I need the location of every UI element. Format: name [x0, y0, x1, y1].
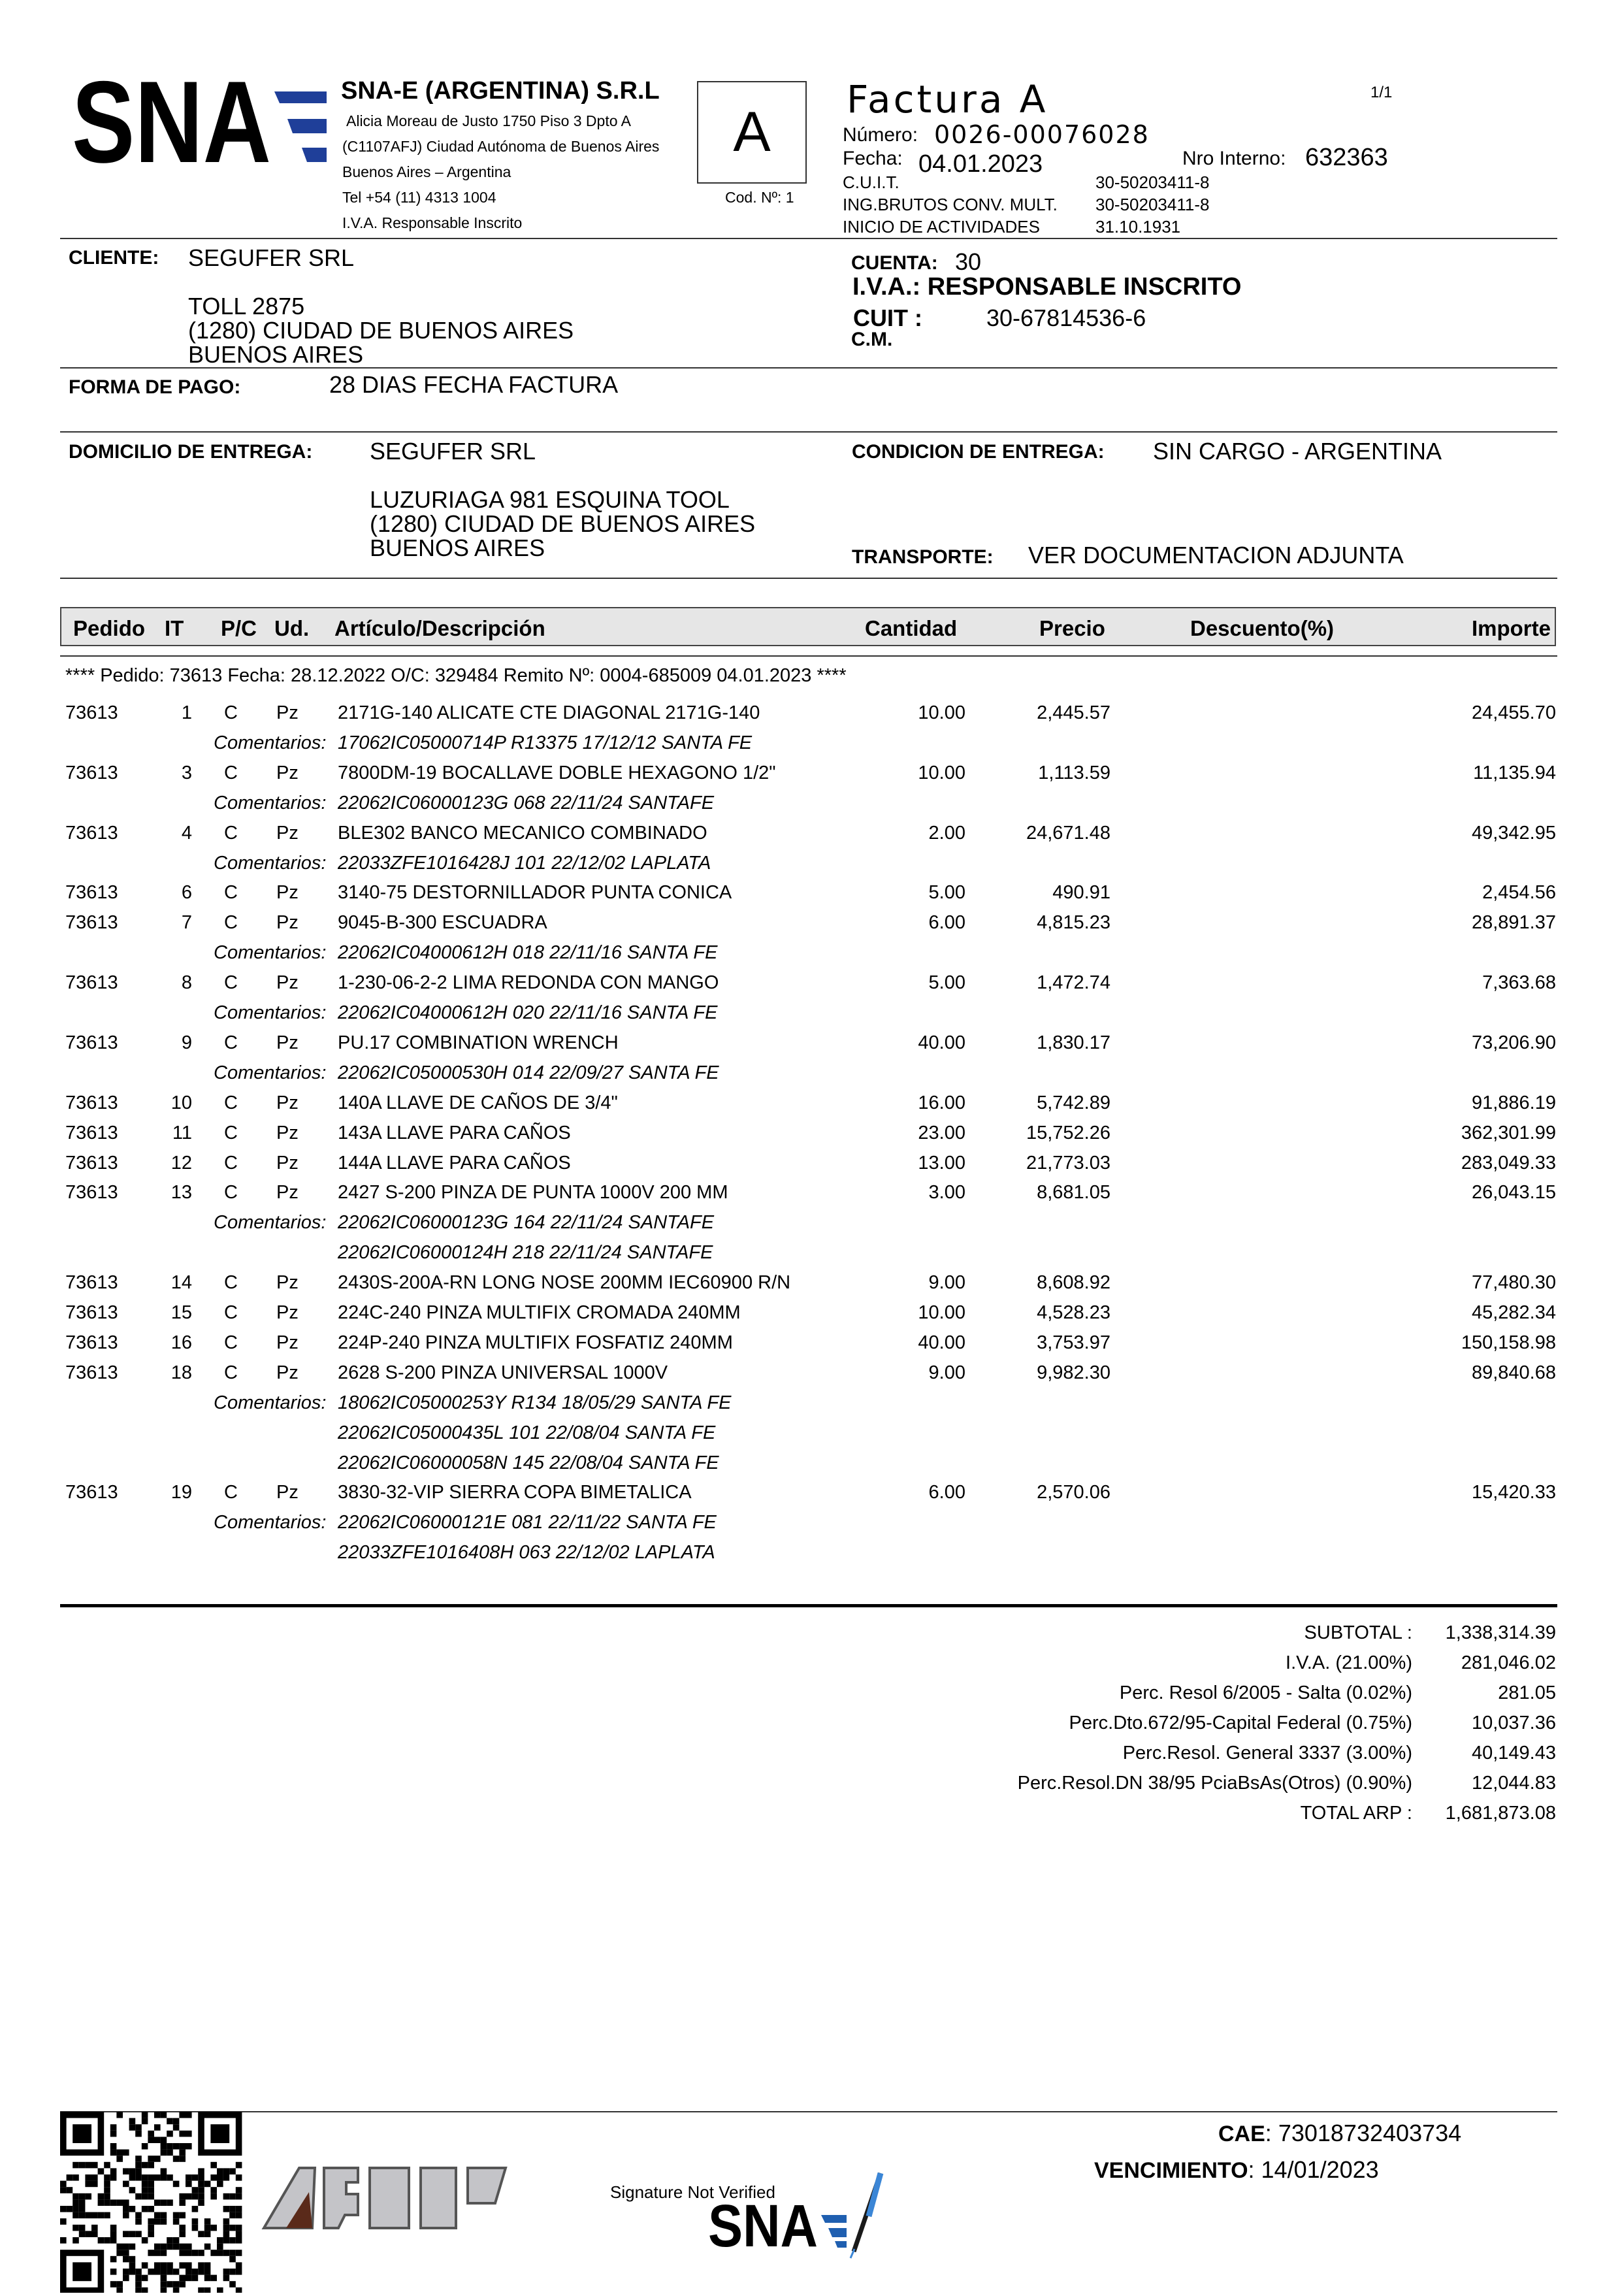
vencimiento-row: VENCIMIENTO: 14/01/2023 — [1094, 2156, 1379, 2183]
afip-logo — [260, 2163, 508, 2238]
cell-pedido: 73613 — [65, 1092, 118, 1113]
condicion-entrega-label: CONDICION DE ENTREGA: — [852, 441, 1105, 463]
delivery-address-line: (1280) CIUDAD DE BUENOS AIRES — [370, 510, 756, 537]
inicio-label: INICIO DE ACTIVIDADES — [843, 217, 1040, 237]
cell-it: 11 — [172, 1123, 192, 1143]
cell-importe: 26,043.15 — [1471, 1182, 1556, 1203]
cliente-label: CLIENTE: — [69, 247, 159, 269]
cell-pedido: 73613 — [65, 972, 118, 993]
total-value: 281.05 — [1498, 1682, 1556, 1703]
cell-cantidad: 40.00 — [918, 1332, 965, 1353]
cell-precio: 4,528.23 — [1037, 1302, 1110, 1323]
transporte-label: TRANSPORTE: — [852, 546, 994, 568]
nro-interno-label: Nro Interno: — [1182, 148, 1286, 169]
total-label: Perc.Resol.DN 38/95 PciaBsAs(Otros) (0.90%) — [1017, 1773, 1412, 1794]
comment-text: 22062IC05000435L 101 22/08/04 SANTA FE — [338, 1422, 716, 1443]
qr-code[interactable] — [60, 2112, 243, 2296]
company-address-line: (C1107AFJ) Ciudad Autónoma de Buenos Aires — [342, 138, 660, 155]
invoice-letter: A — [733, 101, 771, 163]
svg-text:SNA: SNA — [708, 2193, 818, 2259]
col-ud: Ud. — [274, 616, 310, 640]
cell-pc: C — [224, 1123, 238, 1143]
col-cantidad: Cantidad — [865, 616, 958, 640]
cell-it: 7 — [181, 912, 192, 933]
cell-cantidad: 3.00 — [928, 1182, 965, 1203]
cell-ud: Pz — [276, 1482, 299, 1503]
nro-interno: 632363 — [1305, 144, 1388, 171]
cell-precio: 4,815.23 — [1037, 912, 1110, 933]
vencimiento-label: VENCIMIENTO — [1094, 2158, 1248, 2183]
domicilio-entrega-label: DOMICILIO DE ENTREGA: — [69, 441, 313, 463]
cell-importe: 77,480.30 — [1471, 1272, 1556, 1293]
cell-pedido: 73613 — [65, 1332, 118, 1353]
cell-description: 224C-240 PINZA MULTIFIX CROMADA 240MM — [338, 1302, 741, 1323]
cell-importe: 2,454.56 — [1482, 882, 1556, 903]
ing-brutos: 30-50203411-8 — [1095, 195, 1210, 214]
comment-text: 22062IC06000124H 218 22/11/24 SANTAFE — [338, 1242, 713, 1263]
cell-importe: 73,206.90 — [1471, 1032, 1556, 1053]
col-articulo: Artículo/Descripción — [334, 616, 545, 640]
cell-ud: Pz — [276, 1302, 299, 1323]
comment-label: Comentarios: — [214, 1512, 327, 1533]
ing-brutos-label: ING.BRUTOS CONV. MULT. — [843, 195, 1058, 214]
fecha-label: Fecha: — [843, 148, 903, 169]
cell-ud: Pz — [276, 1123, 299, 1143]
comment-label: Comentarios: — [214, 793, 327, 813]
cell-ud: Pz — [276, 1362, 299, 1383]
cell-precio: 2,445.57 — [1037, 702, 1110, 723]
cell-pc: C — [224, 1332, 238, 1353]
company-address-line: Alicia Moreau de Justo 1750 Piso 3 Dpto A — [346, 112, 631, 129]
cell-it: 12 — [170, 1153, 192, 1173]
cell-pedido: 73613 — [65, 1362, 118, 1383]
cell-ud: Pz — [276, 1032, 299, 1053]
cell-it: 10 — [170, 1092, 192, 1113]
divider — [60, 578, 1557, 579]
cell-precio: 1,113.59 — [1038, 763, 1110, 783]
comment-label: Comentarios: — [214, 1062, 327, 1083]
numero-label: Número: — [843, 124, 918, 146]
cell-pc: C — [224, 1092, 238, 1113]
cell-pedido: 73613 — [65, 912, 118, 933]
cell-description: 1-230-06-2-2 LIMA REDONDA CON MANGO — [338, 972, 719, 993]
cell-description: 224P-240 PINZA MULTIFIX FOSFATIZ 240MM — [338, 1332, 733, 1353]
cae-row: CAE: 73018732403734 — [1218, 2120, 1462, 2146]
sna-logo-icon — [72, 73, 333, 166]
cell-precio: 2,570.06 — [1037, 1482, 1110, 1503]
cell-description: 3830-32-VIP SIERRA COPA BIMETALICA — [338, 1482, 692, 1503]
cell-cantidad: 40.00 — [918, 1032, 965, 1053]
col-pc: P/C — [221, 616, 257, 640]
cell-cantidad: 9.00 — [928, 1272, 965, 1293]
order-info: **** Pedido: 73613 Fecha: 28.12.2022 O/C: 329484 Remito Nº: 0004-685009 04.01.2023 **** — [65, 665, 847, 686]
cell-importe: 45,282.34 — [1471, 1302, 1556, 1323]
comment-label: Comentarios: — [214, 1002, 327, 1023]
company-address-line: Buenos Aires – Argentina — [342, 163, 511, 180]
cell-precio: 24,671.48 — [1026, 823, 1110, 844]
cell-pc: C — [224, 882, 238, 903]
cell-it: 18 — [170, 1362, 192, 1383]
company-logo — [72, 73, 333, 169]
invoice-cod: Cod. Nº: 1 — [725, 189, 794, 206]
cell-importe: 283,049.33 — [1461, 1153, 1556, 1173]
cell-pedido: 73613 — [65, 1153, 118, 1173]
cell-cantidad: 23.00 — [918, 1123, 965, 1143]
cell-pc: C — [224, 763, 238, 783]
total-label: I.V.A. (21.00%) — [1286, 1652, 1412, 1673]
divider — [60, 238, 1557, 239]
invoice-number: 0026-00076028 — [934, 120, 1150, 149]
cell-pc: C — [224, 1302, 238, 1323]
cell-it: 19 — [170, 1482, 192, 1503]
cell-description: PU.17 COMBINATION WRENCH — [338, 1032, 619, 1053]
cell-ud: Pz — [276, 1332, 299, 1353]
cell-pc: C — [224, 823, 238, 844]
total-value: 12,044.83 — [1471, 1773, 1556, 1794]
cell-cantidad: 16.00 — [918, 1092, 965, 1113]
comment-text: 22062IC06000123G 068 22/11/24 SANTAFE — [338, 793, 715, 813]
total-label: Perc.Resol. General 3337 (3.00%) — [1122, 1743, 1412, 1763]
cell-importe: 89,840.68 — [1471, 1362, 1556, 1383]
total-label: TOTAL ARP : — [1300, 1803, 1412, 1824]
cell-it: 1 — [181, 702, 192, 723]
cell-importe: 362,301.99 — [1461, 1123, 1556, 1143]
comment-text: 18062IC05000253Y R134 18/05/29 SANTA FE — [338, 1392, 732, 1413]
total-label: Perc. Resol 6/2005 - Salta (0.02%) — [1119, 1682, 1412, 1703]
cell-precio: 1,830.17 — [1037, 1032, 1110, 1053]
inicio-actividades: 31.10.1931 — [1095, 217, 1181, 237]
comment-text: 22062IC04000612H 020 22/11/16 SANTA FE — [338, 1002, 718, 1023]
cell-importe: 91,886.19 — [1471, 1092, 1556, 1113]
cell-pc: C — [224, 1482, 238, 1503]
cell-pedido: 73613 — [65, 1272, 118, 1293]
cell-importe: 24,455.70 — [1471, 702, 1556, 723]
comment-text: 22062IC04000612H 018 22/11/16 SANTA FE — [338, 942, 718, 963]
table-header — [60, 607, 1556, 646]
cell-cantidad: 13.00 — [918, 1153, 965, 1173]
forma-pago-value: 28 DIAS FECHA FACTURA — [329, 371, 619, 398]
cell-cantidad: 10.00 — [918, 1302, 965, 1323]
divider — [60, 655, 1557, 657]
cell-importe: 28,891.37 — [1471, 912, 1556, 933]
cae-label: CAE — [1218, 2122, 1265, 2146]
signature-logo — [707, 2168, 909, 2263]
cell-pedido: 73613 — [65, 702, 118, 723]
cell-precio: 9,982.30 — [1037, 1362, 1110, 1383]
cell-importe: 49,342.95 — [1471, 823, 1556, 844]
table-bottom-rule — [60, 1604, 1557, 1607]
total-label: SUBTOTAL : — [1304, 1622, 1412, 1643]
cell-cantidad: 6.00 — [928, 912, 965, 933]
comment-text: 22062IC06000058N 145 22/08/04 SANTA FE — [338, 1452, 719, 1473]
cell-description: 3140-75 DESTORNILLADOR PUNTA CONICA — [338, 882, 732, 903]
cell-cantidad: 5.00 — [928, 972, 965, 993]
cell-ud: Pz — [276, 702, 299, 723]
col-pedido: Pedido — [73, 616, 146, 640]
cell-importe: 15,420.33 — [1471, 1482, 1556, 1503]
cell-pc: C — [224, 1032, 238, 1053]
divider — [60, 367, 1557, 369]
total-value: 10,037.36 — [1471, 1713, 1556, 1733]
company-name: SNA-E (ARGENTINA) S.R.L — [341, 77, 660, 105]
company-iva-status: I.V.A. Responsable Inscrito — [342, 214, 523, 231]
client-cuit: 30-67814536-6 — [986, 304, 1146, 331]
cell-precio: 3,753.97 — [1037, 1332, 1110, 1353]
cell-precio: 5,742.89 — [1037, 1092, 1110, 1113]
cell-ud: Pz — [276, 972, 299, 993]
qr-code-icon — [60, 2112, 243, 2293]
cell-description: 2430S-200A-RN LONG NOSE 200MM IEC60900 R/N — [338, 1272, 791, 1293]
forma-pago-label: FORMA DE PAGO: — [69, 376, 241, 398]
col-importe: Importe — [1471, 616, 1551, 640]
comment-text: 22033ZFE1016428J 101 22/12/02 LAPLATA — [338, 853, 711, 874]
client-address-line: TOLL 2875 — [188, 293, 305, 320]
invoice-title: Factura A — [847, 77, 1048, 122]
col-it: IT — [165, 616, 184, 640]
client-name: SEGUFER SRL — [188, 244, 355, 271]
cell-pc: C — [224, 912, 238, 933]
cell-importe: 11,135.94 — [1473, 763, 1556, 783]
divider — [60, 431, 1557, 433]
total-value: 1,338,314.39 — [1445, 1622, 1556, 1643]
cell-precio: 8,681.05 — [1037, 1182, 1110, 1203]
cell-cantidad: 9.00 — [928, 1362, 965, 1383]
col-descuento: Descuento(%) — [1190, 616, 1335, 640]
total-value: 281,046.02 — [1461, 1652, 1556, 1673]
cell-description: 2427 S-200 PINZA DE PUNTA 1000V 200 MM — [338, 1182, 728, 1203]
cell-ud: Pz — [276, 1272, 299, 1293]
delivery-name: SEGUFER SRL — [370, 438, 536, 465]
cuit-label: C.U.I.T. — [843, 172, 899, 192]
cell-pc: C — [224, 1182, 238, 1203]
cell-pedido: 73613 — [65, 823, 118, 844]
cell-cantidad: 2.00 — [928, 823, 965, 844]
condicion-entrega-value: SIN CARGO - ARGENTINA — [1153, 438, 1442, 465]
company-phone: Tel +54 (11) 4313 1004 — [342, 189, 496, 206]
cell-it: 14 — [170, 1272, 192, 1293]
cell-pedido: 73613 — [65, 1302, 118, 1323]
cell-it: 16 — [170, 1332, 192, 1353]
cell-ud: Pz — [276, 1153, 299, 1173]
col-precio: Precio — [1039, 616, 1105, 640]
cell-pedido: 73613 — [65, 763, 118, 783]
cell-it: 4 — [181, 823, 192, 844]
comment-text: 22062IC06000121E 081 22/11/22 SANTA FE — [338, 1512, 717, 1533]
cae-value: 73018732403734 — [1278, 2120, 1462, 2146]
client-cuit-label: CUIT : — [853, 304, 922, 331]
cell-importe: 150,158.98 — [1461, 1332, 1556, 1353]
vencimiento-value: 14/01/2023 — [1261, 2156, 1379, 2183]
cell-cantidad: 10.00 — [918, 702, 965, 723]
cell-pc: C — [224, 972, 238, 993]
cell-pedido: 73613 — [65, 1032, 118, 1053]
cell-description: 2171G-140 ALICATE CTE DIAGONAL 2171G-140 — [338, 702, 760, 723]
cell-cantidad: 10.00 — [918, 763, 965, 783]
cuenta-value: 30 — [955, 248, 982, 275]
cell-description: 9045-B-300 ESCUADRA — [338, 912, 547, 933]
cell-precio: 8,608.92 — [1037, 1272, 1110, 1293]
cell-it: 9 — [181, 1032, 192, 1053]
cell-ud: Pz — [276, 823, 299, 844]
comment-text: 17062IC05000714P R13375 17/12/12 SANTA FE — [338, 732, 753, 753]
cell-description: 144A LLAVE PARA CAÑOS — [338, 1153, 571, 1173]
cell-it: 6 — [181, 882, 192, 903]
comment-label: Comentarios: — [214, 853, 327, 874]
cm-label: C.M. — [851, 329, 893, 350]
company-cuit: 30-50203411-8 — [1095, 172, 1210, 192]
cell-pedido: 73613 — [65, 1482, 118, 1503]
svg-text:SNA: SNA — [72, 73, 271, 166]
cell-pedido: 73613 — [65, 1123, 118, 1143]
comment-label: Comentarios: — [214, 1392, 327, 1413]
cell-it: 3 — [181, 763, 192, 783]
sna-signature-icon — [707, 2168, 909, 2259]
cell-ud: Pz — [276, 1182, 299, 1203]
cell-cantidad: 6.00 — [928, 1482, 965, 1503]
cell-ud: Pz — [276, 1092, 299, 1113]
cell-it: 13 — [170, 1182, 192, 1203]
cell-ud: Pz — [276, 912, 299, 933]
cell-it: 8 — [181, 972, 192, 993]
client-address-line: BUENOS AIRES — [188, 341, 364, 368]
cell-precio: 15,752.26 — [1026, 1123, 1110, 1143]
delivery-address-line: BUENOS AIRES — [370, 534, 545, 561]
client-iva-status: I.V.A.: RESPONSABLE INSCRITO — [852, 273, 1242, 301]
cell-description: 2628 S-200 PINZA UNIVERSAL 1000V — [338, 1362, 668, 1383]
comment-label: Comentarios: — [214, 1212, 327, 1233]
cell-pc: C — [224, 1153, 238, 1173]
cell-description: BLE302 BANCO MECANICO COMBINADO — [338, 823, 707, 844]
comment-text: 22062IC05000530H 014 22/09/27 SANTA FE — [338, 1062, 719, 1083]
cell-importe: 7,363.68 — [1482, 972, 1556, 993]
total-value: 1,681,873.08 — [1445, 1803, 1556, 1824]
invoice-date: 04.01.2023 — [918, 150, 1043, 178]
cell-it: 15 — [170, 1302, 192, 1323]
page-number: 1/1 — [1370, 84, 1393, 101]
transporte-value: VER DOCUMENTACION ADJUNTA — [1028, 542, 1404, 568]
cell-pc: C — [224, 1272, 238, 1293]
cell-description: 140A LLAVE DE CAÑOS DE 3/4" — [338, 1092, 618, 1113]
total-value: 40,149.43 — [1471, 1743, 1556, 1763]
cell-ud: Pz — [276, 763, 299, 783]
delivery-address-line: LUZURIAGA 981 ESQUINA TOOL — [370, 486, 730, 513]
cell-cantidad: 5.00 — [928, 882, 965, 903]
cell-precio: 21,773.03 — [1026, 1153, 1110, 1173]
cell-pedido: 73613 — [65, 882, 118, 903]
invoice-letter-box — [697, 81, 807, 184]
client-address-line: (1280) CIUDAD DE BUENOS AIRES — [188, 317, 574, 344]
cell-precio: 490.91 — [1052, 882, 1110, 903]
cuenta-label: CUENTA: — [851, 252, 938, 274]
divider — [60, 2111, 1557, 2112]
cell-pc: C — [224, 702, 238, 723]
comment-text: 22033ZFE1016408H 063 22/12/02 LAPLATA — [338, 1542, 715, 1563]
cell-ud: Pz — [276, 882, 299, 903]
cell-precio: 1,472.74 — [1037, 972, 1110, 993]
total-label: Perc.Dto.672/95-Capital Federal (0.75%) — [1069, 1713, 1412, 1733]
comment-text: 22062IC06000123G 164 22/11/24 SANTAFE — [338, 1212, 715, 1233]
comment-label: Comentarios: — [214, 732, 327, 753]
cell-pedido: 73613 — [65, 1182, 118, 1203]
comment-label: Comentarios: — [214, 942, 327, 963]
cell-description: 7800DM-19 BOCALLAVE DOBLE HEXAGONO 1/2" — [338, 763, 776, 783]
cell-pc: C — [224, 1362, 238, 1383]
afip-logo-icon — [260, 2163, 508, 2235]
signature-status: Signature Not Verified — [610, 2182, 775, 2202]
cell-description: 143A LLAVE PARA CAÑOS — [338, 1123, 571, 1143]
